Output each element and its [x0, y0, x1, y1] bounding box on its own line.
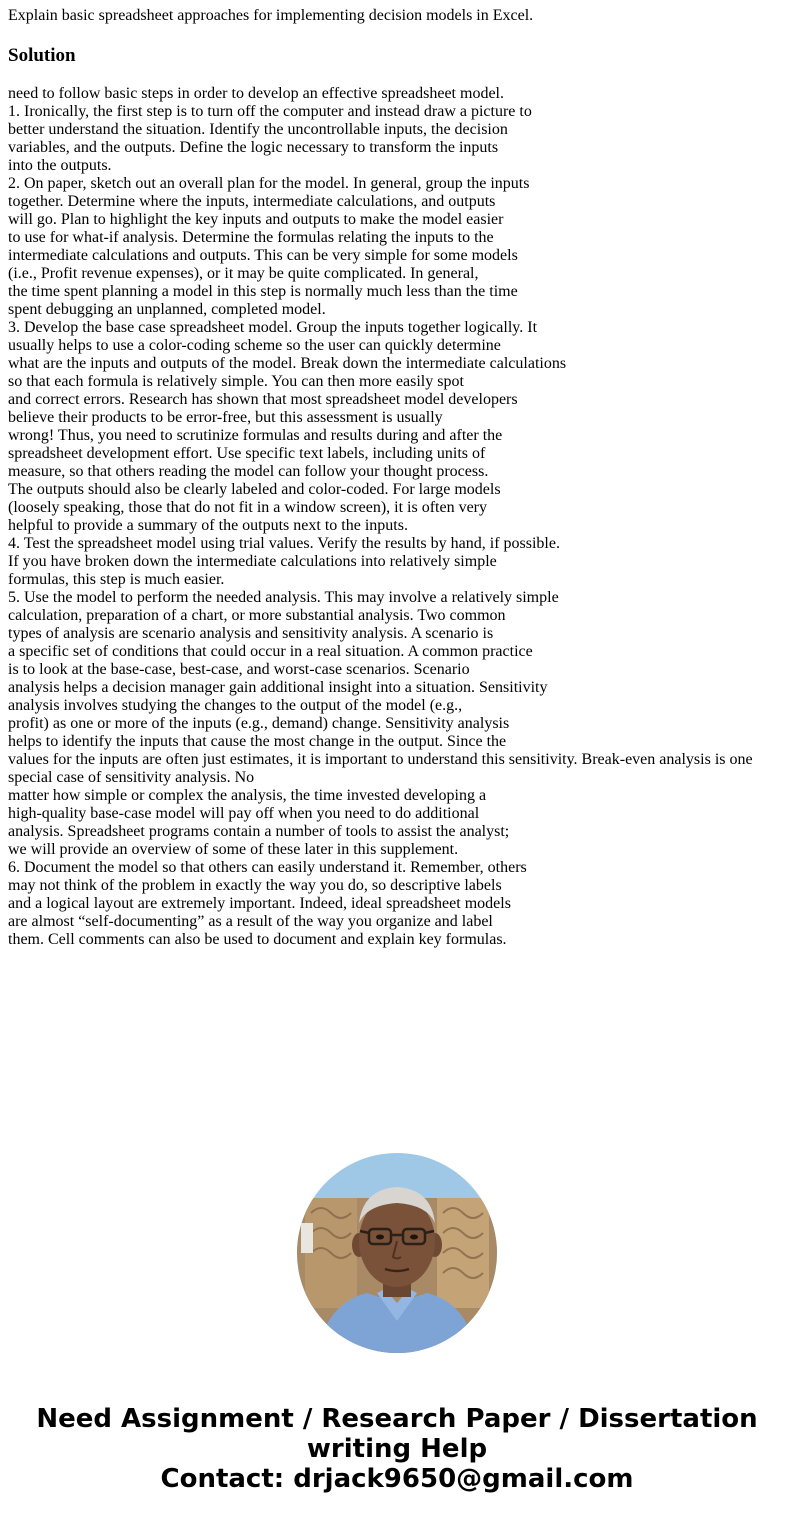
answer-body	[8, 85, 788, 949]
answer-line: matter how simple or complex the analysis, the time invested developing a	[8, 787, 487, 804]
answer-line: 6. Document the model so that others can easily understand it. Remember, others	[8, 859, 527, 876]
answer-line: values for the inputs are often just estimates, it is important to understand this sensitivity. Break-even analysis is one	[8, 751, 753, 768]
answer-line: so that each formula is relatively simple. You can then more easily spot	[8, 373, 464, 390]
answer-line: may not think of the problem in exactly the way you do, so descriptive labels	[8, 877, 502, 894]
answer-line: into the outputs.	[8, 157, 112, 174]
answer-line: variables, and the outputs. Define the logic necessary to transform the inputs	[8, 139, 499, 156]
answer-line: intermediate calculations and outputs. This can be very simple for some models	[8, 247, 518, 264]
answer-line: measure, so that others reading the model can follow your thought process.	[8, 463, 489, 480]
answer-line: formulas, this step is much easier.	[8, 571, 225, 588]
answer-line: will go. Plan to highlight the key inputs and outputs to make the model easier	[8, 211, 504, 228]
answer-line: better understand the situation. Identify the uncontrollable inputs, the decision	[8, 121, 508, 138]
answer-line: 2. On paper, sketch out an overall plan for the model. In general, group the inputs	[8, 175, 530, 192]
answer-line: spreadsheet development effort. Use specific text labels, including units of	[8, 445, 486, 462]
answer-line: we will provide an overview of some of these later in this supplement.	[8, 841, 459, 858]
answer-line: (i.e., Profit revenue expenses), or it may be quite complicated. In general,	[8, 265, 479, 282]
answer-line: high-quality base-case model will pay off when you need to do additional	[8, 805, 480, 822]
answer-line: them. Cell comments can also be used to document and explain key formulas.	[8, 931, 507, 948]
answer-line: need to follow basic steps in order to develop an effective spreadsheet model.	[8, 85, 504, 102]
answer-line: analysis helps a decision manager gain additional insight into a situation. Sensitivity	[8, 679, 548, 696]
answer-line: to use for what-if analysis. Determine the formulas relating the inputs to the	[8, 229, 494, 246]
answer-line: what are the inputs and outputs of the model. Break down the intermediate calculations	[8, 355, 567, 372]
answer-line: If you have broken down the intermediate calculations into relatively simple	[8, 553, 497, 570]
solution-heading: Solution	[8, 45, 76, 66]
answer-line: analysis. Spreadsheet programs contain a number of tools to assist the analyst;	[8, 823, 510, 840]
answer-line: believe their products to be error-free, but this assessment is usually	[8, 409, 443, 426]
answer-line: types of analysis are scenario analysis and sensitivity analysis. A scenario is	[8, 625, 494, 642]
answer-line: a specific set of conditions that could occur in a real situation. A common practice	[8, 643, 533, 660]
answer-line: (loosely speaking, those that do not fit in a window screen), it is often very	[8, 499, 488, 516]
answer-line: spent debugging an unplanned, completed model.	[8, 301, 326, 318]
answer-line: and correct errors. Research has shown that most spreadsheet model developers	[8, 391, 518, 408]
answer-line: and a logical layout are extremely important. Indeed, ideal spreadsheet models	[8, 895, 511, 912]
answer-line: 4. Test the spreadsheet model using trial values. Verify the results by hand, if possible.	[8, 535, 560, 552]
answer-line: together. Determine where the inputs, intermediate calculations, and outputs	[8, 193, 496, 210]
answer-line: helpful to provide a summary of the outputs next to the inputs.	[8, 517, 408, 534]
answer-line: The outputs should also be clearly labeled and color-coded. For large models	[8, 481, 501, 498]
answer-line: are almost “self-documenting” as a result of the way you organize and label	[8, 913, 493, 930]
answer-line: analysis involves studying the changes to the output of the model (e.g.,	[8, 697, 463, 714]
author-photo	[297, 1153, 497, 1353]
answer-line: 1. Ironically, the first step is to turn off the computer and instead draw a picture to	[8, 103, 532, 120]
answer-line: profit) as one or more of the inputs (e.g., demand) change. Sensitivity analysis	[8, 715, 510, 732]
promo-line-2: writing Help	[306, 1434, 488, 1464]
answer-line: is to look at the base-case, best-case, and worst-case scenarios. Scenario	[8, 661, 470, 678]
answer-line: helps to identify the inputs that cause the most change in the output. Since the	[8, 733, 507, 750]
answer-line: wrong! Thus, you need to scrutinize formulas and results during and after the	[8, 427, 503, 444]
answer-line: calculation, preparation of a chart, or more substantial analysis. Two common	[8, 607, 506, 624]
answer-line: special case of sensitivity analysis. No	[8, 769, 255, 786]
promo-banner	[0, 1404, 794, 1494]
promo-contact: Contact: drjack9650@gmail.com	[160, 1464, 634, 1494]
answer-line: usually helps to use a color-coding scheme so the user can quickly determine	[8, 337, 501, 354]
promo-line-1: Need Assignment / Research Paper / Dissertation	[36, 1404, 758, 1434]
answer-line: 3. Develop the base case spreadsheet model. Group the inputs together logically. It	[8, 319, 538, 336]
answer-line: the time spent planning a model in this step is normally much less than the time	[8, 283, 518, 300]
question-text: Explain basic spreadsheet approaches for implementing decision models in Excel.	[8, 7, 534, 24]
answer-line: 5. Use the model to perform the needed analysis. This may involve a relatively simple	[8, 589, 559, 606]
